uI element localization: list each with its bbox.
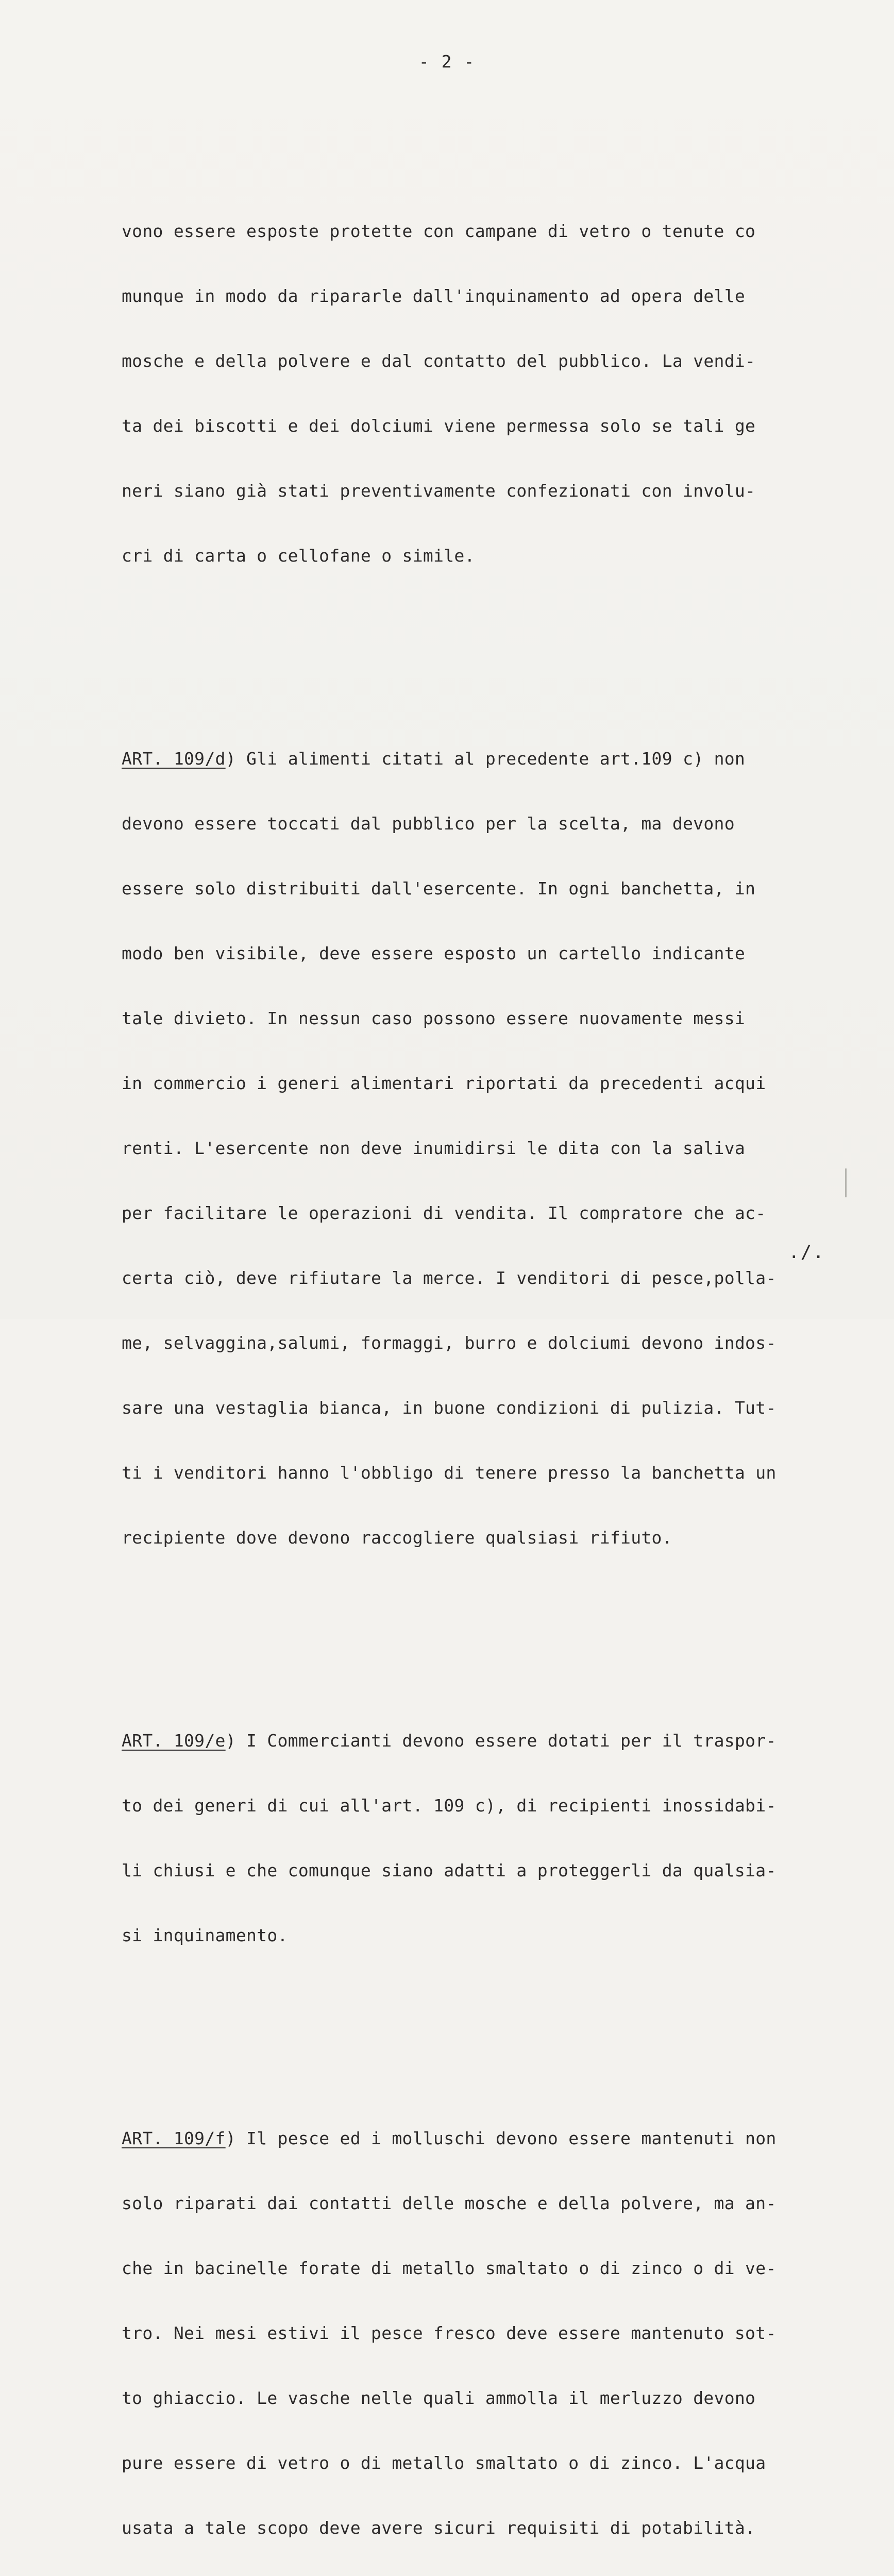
paragraph-art-109-e bbox=[122, 1687, 817, 1990]
text-line: si inquinamento. bbox=[122, 1925, 288, 1945]
article-label: ART. 109/d bbox=[122, 749, 226, 769]
page-number: - 2 - bbox=[418, 52, 476, 72]
continuation-mark: ./. bbox=[788, 1242, 825, 1263]
text-line: sare una vestaglia bianca, in buone condizioni di pulizia. Tut- bbox=[122, 1398, 777, 1418]
text-line: tale divieto. In nessun caso possono essere nuovamente messi bbox=[122, 1008, 746, 1028]
text-line: me, selvaggina,salumi, formaggi, burro e dolciumi devono indos- bbox=[122, 1333, 777, 1353]
text-line: essere solo distribuiti dall'esercente. In ogni banchetta, in bbox=[122, 878, 756, 899]
text-line: solo riparati dai contatti delle mosche e della polvere, ma an- bbox=[122, 2193, 777, 2213]
text-line: to dei generi di cui all'art. 109 c), di recipienti inossidabi- bbox=[122, 1795, 777, 1816]
text-line: ti i venditori hanno l'obbligo di tenere presso la banchetta un bbox=[122, 1463, 777, 1483]
text-line: pure essere di vetro o di metallo smaltato o di zinco. L'acqua bbox=[122, 2453, 766, 2473]
text-line: vono essere esposte protette con campane di vetro o tenute co bbox=[122, 221, 756, 241]
text-line: in commercio i generi alimentari riportati da precedenti acqui bbox=[122, 1073, 766, 1093]
text-line: usata a tale scopo deve avere sicuri requisiti di potabilità. bbox=[122, 2518, 756, 2538]
text-line bbox=[122, 748, 817, 770]
text-line bbox=[122, 2128, 817, 2149]
text-span: ) I Commercianti devono essere dotati per il traspor- bbox=[225, 1731, 777, 1751]
text-line: recipiente dove devono raccogliere qualsiasi rifiuto. bbox=[122, 1528, 672, 1548]
text-line: che in bacinelle forate di metallo smaltato o di zinco o di ve- bbox=[122, 2258, 777, 2278]
text-line: renti. L'esercente non deve inumidirsi le dita con la saliva bbox=[122, 1138, 746, 1158]
text-span: ) Gli alimenti citati al precedente art.109 c) non bbox=[225, 749, 746, 769]
text-line: neri siano già stati preventivamente confezionati con involu- bbox=[122, 481, 756, 501]
paper-edge-mark bbox=[845, 1168, 847, 1197]
text-line: cri di carta o cellofane o simile. bbox=[122, 546, 475, 566]
text-line: per facilitare le operazioni di vendita. Il compratore che ac- bbox=[122, 1203, 766, 1223]
text-line bbox=[122, 1730, 817, 1752]
text-line: tro. Nei mesi estivi il pesce fresco deve essere mantenuto sot- bbox=[122, 2323, 777, 2343]
article-label: ART. 109/e bbox=[122, 1731, 226, 1751]
article-label: ART. 109/f bbox=[122, 2128, 226, 2148]
text-line: to ghiaccio. Le vasche nelle quali ammolla il merluzzo devono bbox=[122, 2388, 756, 2408]
document-body bbox=[122, 91, 817, 2576]
text-line: certa ciò, deve rifiutare la merce. I venditori di pesce,polla- bbox=[122, 1268, 777, 1288]
text-line: modo ben visibile, deve essere esposto un cartello indicante bbox=[122, 943, 746, 963]
text-line: li chiusi e che comunque siano adatti a proteggerli da qualsia- bbox=[122, 1860, 777, 1880]
text-line: devono essere toccati dal pubblico per la scelta, ma devono bbox=[122, 814, 735, 834]
paragraph-intro bbox=[122, 177, 817, 610]
text-line: ta dei biscotti e dei dolciumi viene permessa solo se tali ge bbox=[122, 416, 756, 436]
text-line: mosche e della polvere e dal contatto del pubblico. La vendi- bbox=[122, 351, 756, 371]
paragraph-art-109-d bbox=[122, 705, 817, 1592]
text-line: munque in modo da ripararle dall'inquinamento ad opera delle bbox=[122, 286, 746, 306]
text-span: ) Il pesce ed i molluschi devono essere mantenuti non bbox=[225, 2128, 777, 2148]
paragraph-art-109-f bbox=[122, 2084, 817, 2576]
